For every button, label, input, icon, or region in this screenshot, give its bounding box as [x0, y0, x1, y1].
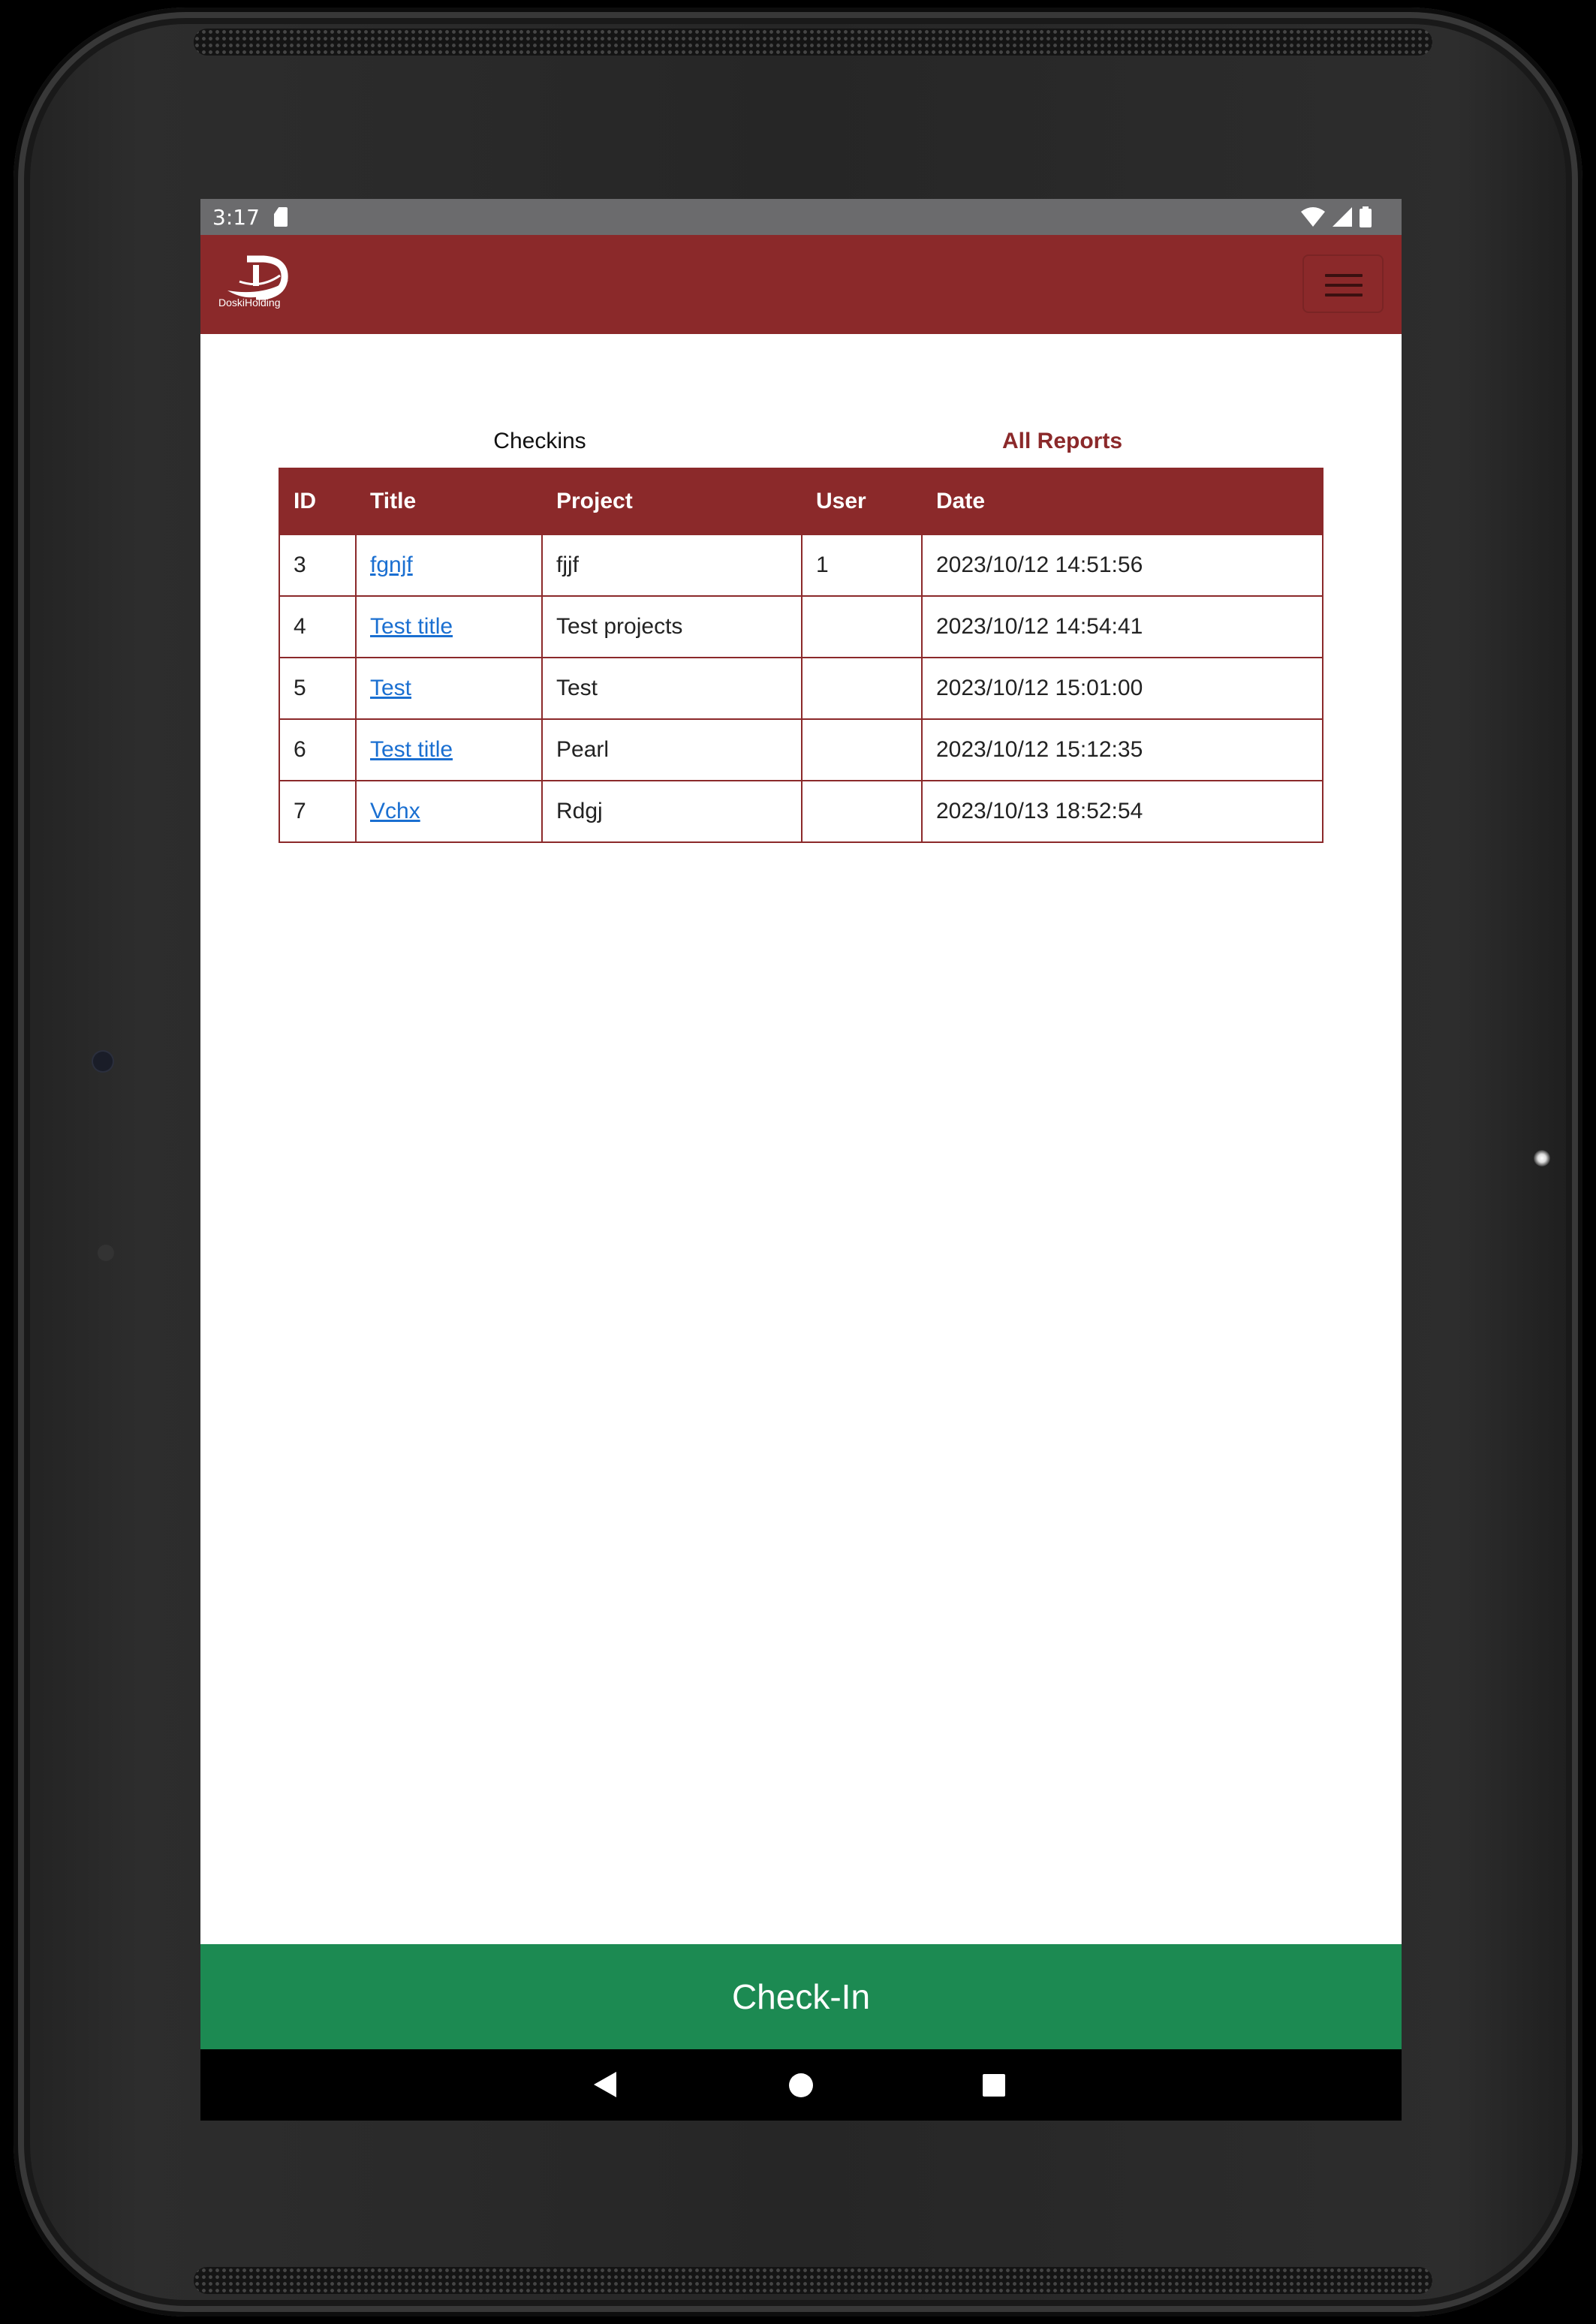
tab-checkins[interactable]: Checkins: [279, 417, 801, 475]
home-icon[interactable]: [789, 2073, 813, 2097]
cell-date: 2023/10/12 15:12:35: [922, 719, 1323, 781]
front-camera: [93, 1052, 113, 1071]
cell-user: 1: [802, 534, 922, 596]
battery-icon: [1360, 206, 1372, 227]
status-time: 3:17: [212, 205, 260, 230]
hamburger-menu-icon: [1325, 294, 1363, 297]
cell-project: Pearl: [542, 719, 802, 781]
cell-id: 4: [279, 596, 356, 658]
tab-all-reports[interactable]: All Reports: [1001, 429, 1123, 453]
table-row: [279, 534, 1323, 596]
hamburger-menu-button[interactable]: [1302, 254, 1384, 313]
report-title-link[interactable]: Test title: [370, 614, 453, 639]
column-header-date: Date: [922, 468, 1323, 534]
proximity-sensor: [98, 1245, 114, 1261]
cell-project: Test projects: [542, 596, 802, 658]
cell-date: 2023/10/12 14:51:56: [922, 534, 1323, 596]
logo-text: DoskiHolding: [218, 297, 281, 309]
cell-id: 7: [279, 781, 356, 842]
table-row: [279, 719, 1323, 781]
cell-project: Test: [542, 658, 802, 719]
cell-date: 2023/10/12 15:01:00: [922, 658, 1323, 719]
cell-title: [356, 658, 542, 719]
recents-icon[interactable]: [983, 2074, 1005, 2097]
status-icons: [1301, 206, 1372, 227]
cell-title: [356, 781, 542, 842]
wifi-icon: [1301, 207, 1325, 227]
report-title-link[interactable]: fgnjf: [370, 552, 413, 577]
cell-date: 2023/10/13 18:52:54: [922, 781, 1323, 842]
android-nav-bar: [200, 2049, 1402, 2121]
cell-project: Rdgj: [542, 781, 802, 842]
column-header-id: ID: [279, 468, 356, 534]
cell-title: [356, 534, 542, 596]
status-bar: [200, 199, 1402, 235]
notification-light: [1534, 1150, 1550, 1167]
cell-project: fjjf: [542, 534, 802, 596]
reports-table: [279, 468, 1323, 843]
column-header-project: Project: [542, 468, 802, 534]
app-header: [200, 235, 1402, 334]
cell-date: 2023/10/12 14:54:41: [922, 596, 1323, 658]
cell-user: [802, 596, 922, 658]
hamburger-menu-icon: [1325, 284, 1363, 287]
top-speaker-grille: [194, 29, 1432, 56]
cell-user: [802, 781, 922, 842]
hamburger-menu-icon: [1325, 274, 1363, 277]
cell-signal-icon: [1333, 207, 1352, 227]
report-title-link[interactable]: Vchx: [370, 799, 420, 823]
cell-title: [356, 719, 542, 781]
table-row: [279, 596, 1323, 658]
check-in-button[interactable]: Check-In: [200, 1944, 1402, 2049]
cell-user: [802, 719, 922, 781]
cell-id: 6: [279, 719, 356, 781]
cell-id: 5: [279, 658, 356, 719]
bottom-speaker-grille: [194, 2267, 1432, 2294]
cell-id: 3: [279, 534, 356, 596]
table-row: [279, 658, 1323, 719]
column-header-title: Title: [356, 468, 542, 534]
report-title-link[interactable]: Test: [370, 676, 412, 700]
cell-user: [802, 658, 922, 719]
app-screen: [200, 199, 1402, 2121]
cell-title: [356, 596, 542, 658]
column-header-user: User: [802, 468, 922, 534]
sd-card-icon: [274, 207, 288, 227]
back-icon[interactable]: [594, 2072, 616, 2097]
table-header-row: [279, 468, 1323, 534]
table-row: [279, 781, 1323, 842]
tab-bar: [279, 417, 1323, 475]
report-title-link[interactable]: Test title: [370, 737, 453, 762]
